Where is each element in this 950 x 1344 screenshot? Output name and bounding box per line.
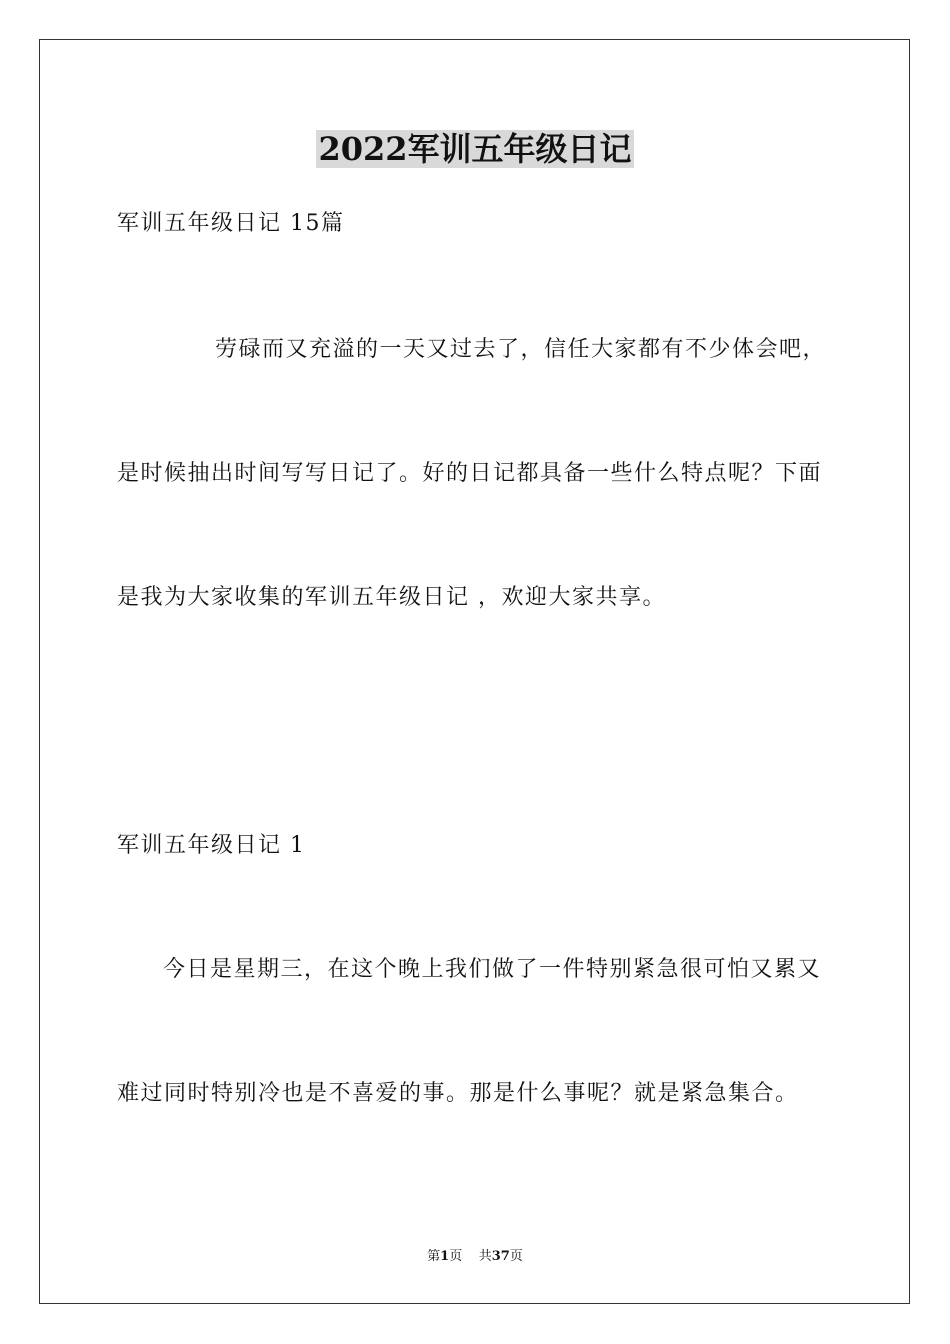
intro-line-1: 劳碌而又充溢的一天又过去了，信任大家都有不少体会吧， [215,337,827,362]
intro-line-3: 是我为大家收集的军训五年级日记 ，欢迎大家共享。 [117,585,666,610]
footer-total-suffix: 页 [509,1249,523,1264]
intro-line-2: 是时候抽出时间写写日记了。好的日记都具备一些什么特点呢？下面 [117,461,823,486]
section-body-line-1: 今日是星期三，在这个晚上我们做了一件特别紧急很可怕又累又 [163,957,822,982]
footer-total-pages: 37 [491,1249,510,1264]
page-footer [0,1248,950,1266]
document-title-text: 2022军训五年级日记 [318,130,632,168]
document-title [0,128,950,170]
footer-total-prefix: 共 [478,1249,492,1264]
document-subtitle: 军训五年级日记 15篇 [117,211,345,236]
section-heading: 军训五年级日记 1 [117,833,306,858]
section-body-line-2: 难过同时特别冷也是不喜爱的事。那是什么事呢？就是紧急集合。 [117,1081,799,1106]
footer-page-number: 1 [440,1249,450,1264]
footer-page-prefix: 第 [427,1249,441,1264]
footer-page-suffix: 页 [449,1249,463,1264]
